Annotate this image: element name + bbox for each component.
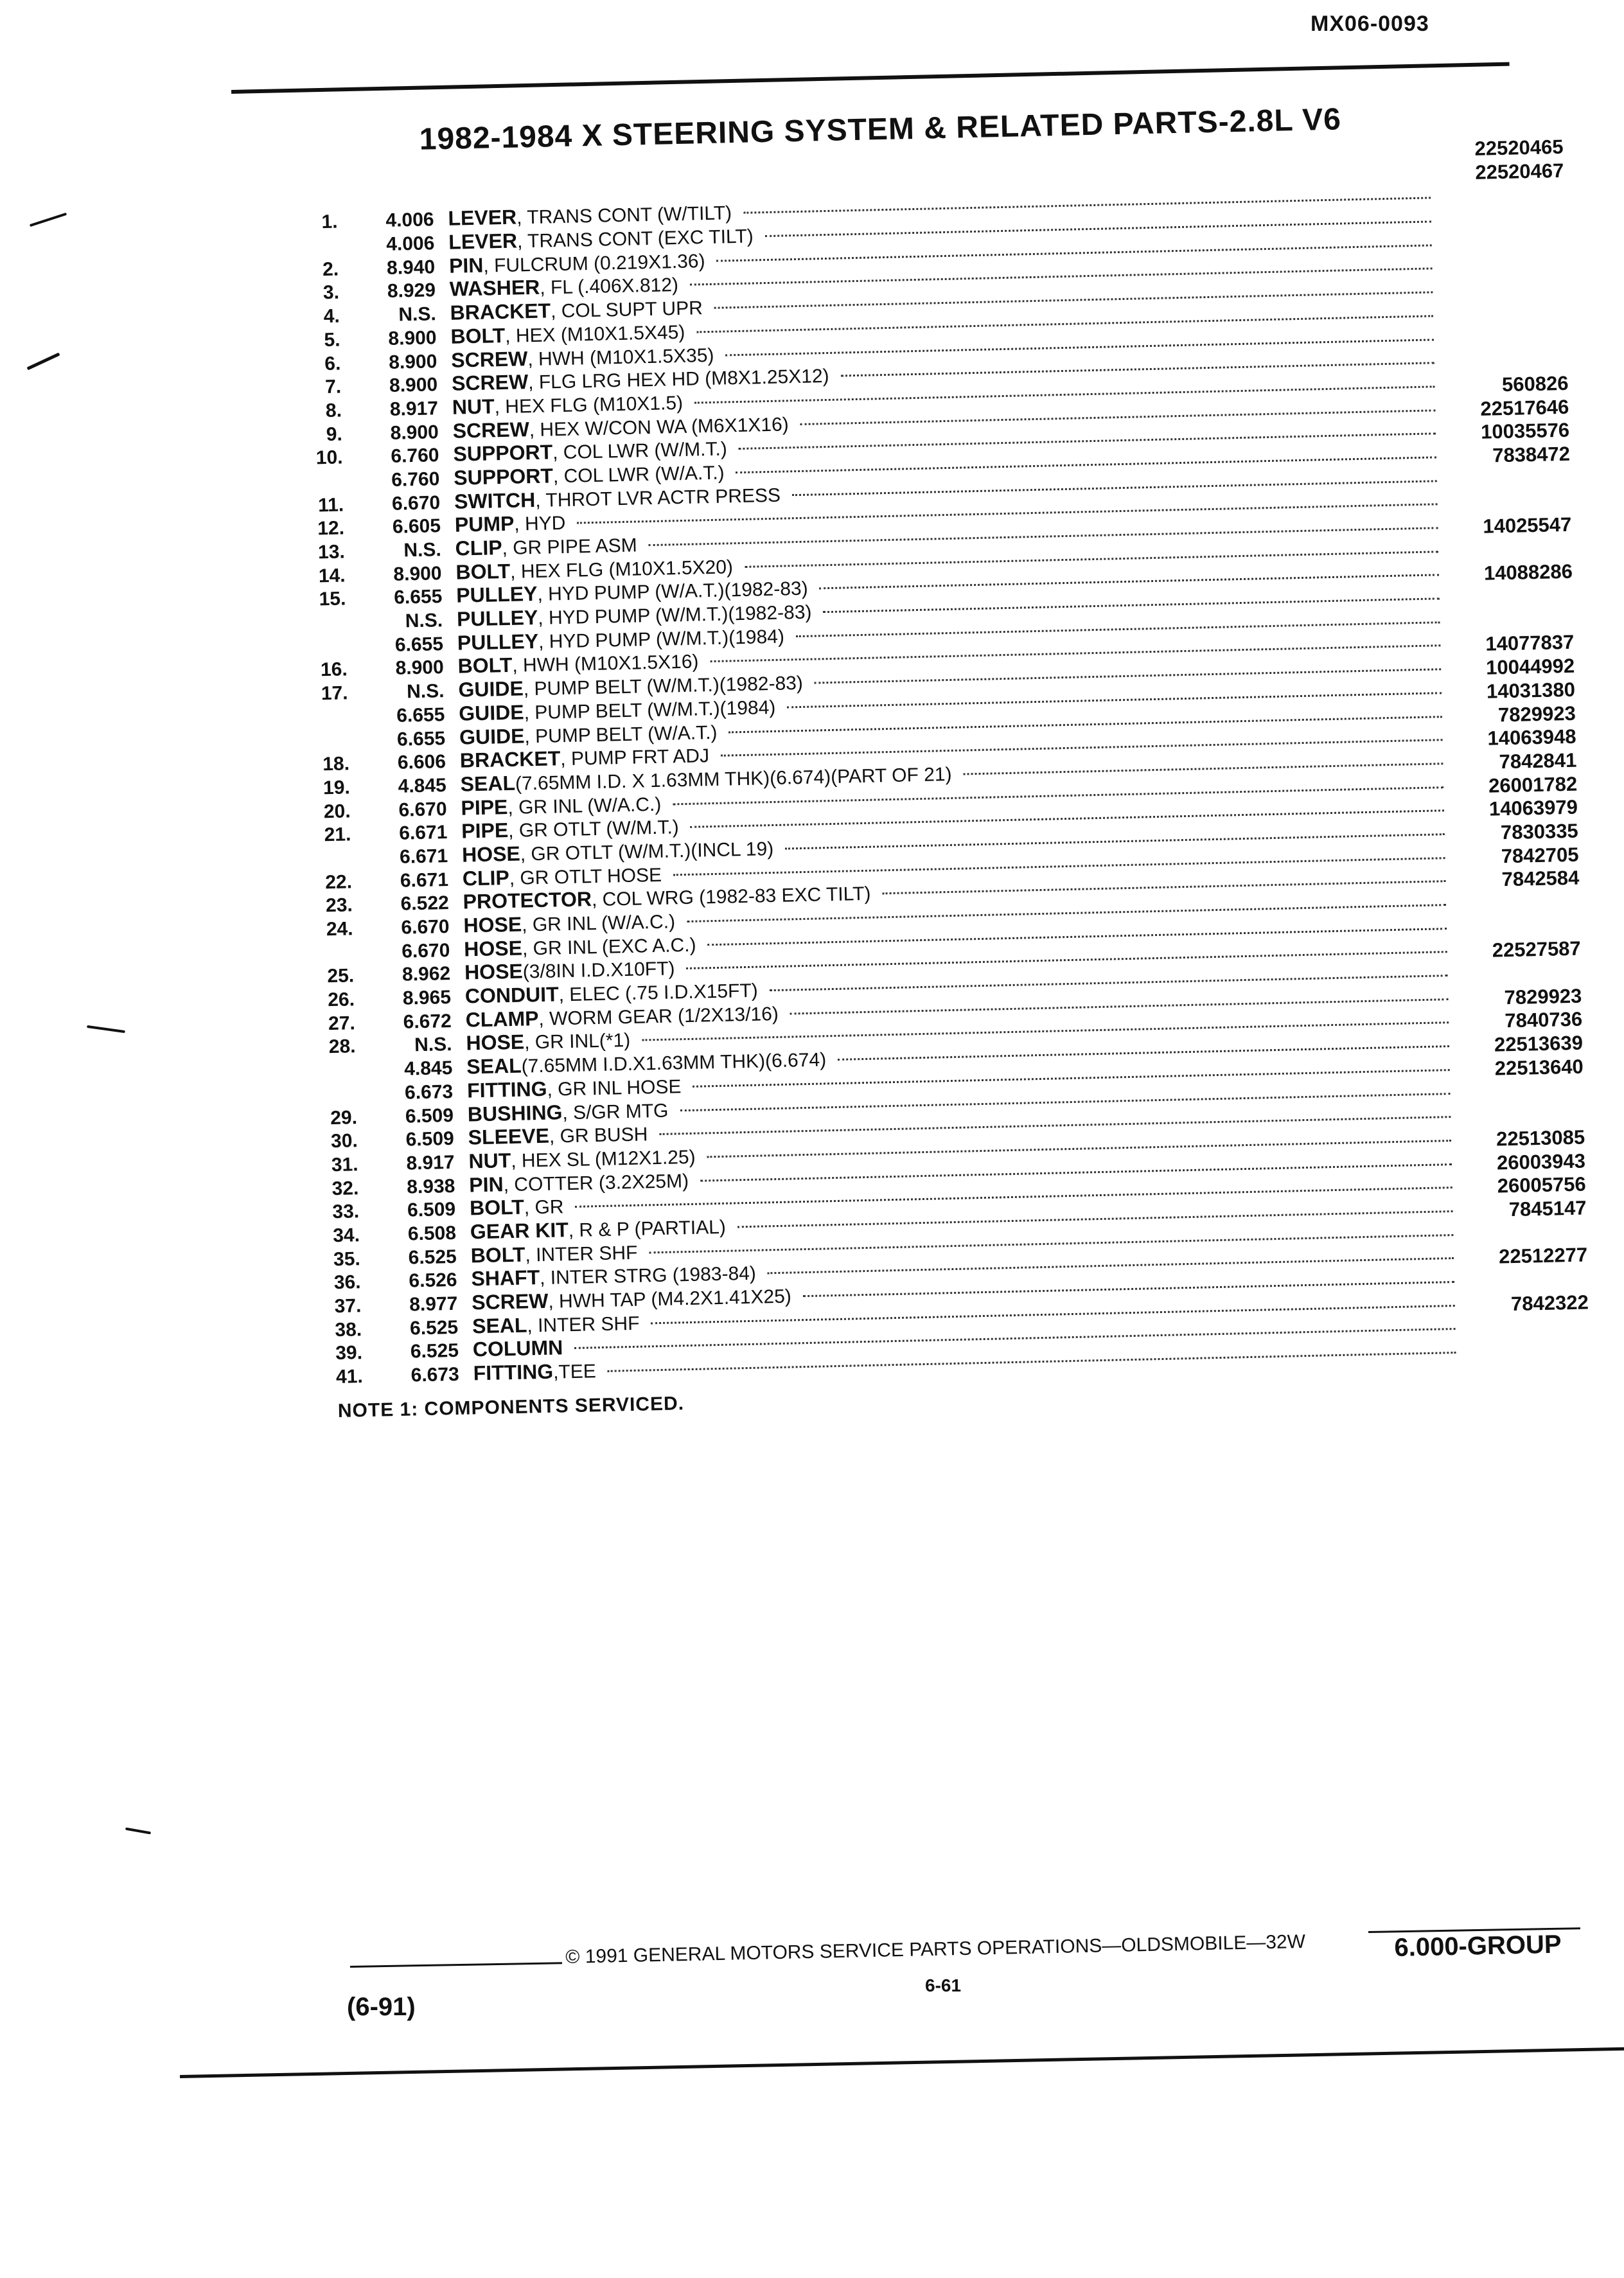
group-code: 4.845 — [403, 1057, 453, 1080]
ref-number: 2. — [322, 258, 339, 280]
part-name: SLEEVE — [468, 1124, 550, 1149]
part-name: BRACKET — [459, 746, 561, 772]
ref-number: 12. — [317, 517, 345, 540]
leader-dots — [823, 597, 1439, 613]
ref-number: 16. — [320, 658, 348, 681]
group-code: 6.508 — [407, 1222, 457, 1245]
ref-number: 6. — [324, 353, 341, 375]
ref-number — [304, 723, 349, 724]
part-number — [1445, 296, 1567, 298]
part-number: 14063948 — [1487, 725, 1576, 750]
part-description: , FL (.406X.812) — [539, 274, 679, 299]
part-description: , PUMP BELT (W/A.T.) — [524, 721, 718, 747]
part-number: 22520467 — [1474, 159, 1564, 184]
part-description: , GR INL (W/A.C.) — [508, 793, 662, 818]
group-code: 8.938 — [406, 1175, 455, 1198]
group-label: 6.000-GROUP — [1394, 1930, 1562, 1962]
part-number: 7840736 — [1505, 1008, 1583, 1032]
part-number: 26003943 — [1496, 1149, 1586, 1174]
ref-number: 36. — [333, 1271, 361, 1294]
part-description: , ELEC (.75 I.D.X15FT) — [558, 980, 759, 1006]
ref-number: 24. — [326, 918, 353, 940]
part-number: 22513639 — [1494, 1031, 1584, 1056]
part-description: , INTER STRG (1983-84) — [539, 1263, 757, 1289]
ref-number: 4. — [323, 305, 340, 328]
part-name: PIPE — [461, 795, 508, 820]
part-name: HOSE — [463, 912, 522, 937]
part-description: , HYD PUMP (W/A.T.)(1982-83) — [537, 578, 808, 606]
part-number — [1443, 225, 1565, 227]
part-description: , PUMP BELT (W/M.T.)(1982-83) — [523, 673, 804, 700]
part-name: SEAL — [472, 1313, 527, 1338]
part-description: , HEX SL (M12X1.25) — [510, 1146, 696, 1172]
part-name: SCREW — [450, 346, 528, 372]
group-code: N.S. — [403, 539, 442, 561]
group-code: 6.509 — [405, 1128, 455, 1151]
part-number — [1450, 554, 1572, 557]
group-code: 6.672 — [403, 1010, 452, 1033]
ref-number: 25. — [327, 965, 355, 987]
page-title: 1982-1984 X STEERING SYSTEM & RELATED PARTS-2.8L V6 — [419, 102, 1342, 157]
part-name: CONDUIT — [464, 982, 560, 1008]
ref-number: 33. — [332, 1201, 360, 1223]
part-description: , HEX FLG (M10X1.5X20) — [509, 556, 734, 583]
part-number: 22520465 — [1474, 135, 1564, 160]
part-number: 7829923 — [1504, 984, 1582, 1009]
part-name: BOLT — [455, 559, 511, 584]
ref-number: 41. — [335, 1366, 364, 1388]
ref-number — [304, 746, 349, 748]
part-number — [1444, 272, 1566, 274]
part-description: , R & P (PARTIAL) — [568, 1216, 727, 1242]
part-number: 22527587 — [1492, 937, 1582, 962]
part-name: GEAR KIT — [470, 1218, 569, 1244]
part-name: FITTING — [466, 1077, 547, 1102]
part-name: SEAL — [466, 1054, 522, 1079]
part-number — [1445, 319, 1567, 322]
part-name: GUIDE — [459, 723, 525, 749]
part-name: SEAL — [460, 771, 516, 796]
ref-number — [294, 252, 339, 253]
part-number — [1460, 979, 1582, 982]
group-code: 6.670 — [401, 916, 450, 939]
group-code: 6.655 — [396, 727, 446, 750]
group-code: 6.670 — [401, 939, 450, 962]
part-description: , FULCRUM (0.219X1.36) — [483, 250, 705, 277]
part-number: 7842322 — [1510, 1291, 1589, 1315]
part-description: , WORM GEAR (1/2X13/16) — [538, 1003, 779, 1030]
part-name: HOSE — [461, 842, 521, 867]
part-description: , GR INL(*1) — [524, 1030, 631, 1054]
ref-number: 7. — [324, 376, 342, 398]
ref-number: 8. — [325, 400, 342, 421]
part-name: HOSE — [464, 959, 524, 984]
ref-number — [299, 487, 344, 488]
part-name: LEVER — [448, 205, 517, 231]
ref-number: 38. — [335, 1318, 362, 1341]
part-number: 7842584 — [1501, 866, 1580, 891]
group-code: 4.006 — [385, 209, 434, 232]
group-code: 8.900 — [393, 562, 442, 585]
part-number — [1449, 508, 1571, 510]
part-number: 14088286 — [1483, 560, 1573, 585]
part-description: , GR INL (W/A.C.) — [521, 911, 676, 936]
group-code: 6.671 — [399, 845, 448, 868]
ref-number: 28. — [328, 1036, 356, 1058]
part-number: 7838472 — [1492, 442, 1571, 467]
part-number — [1445, 342, 1567, 345]
part-description: (3/8IN I.D.X10FT) — [522, 958, 675, 983]
ref-number: 21. — [324, 824, 351, 846]
part-description: , HWH TAP (M4.2X1.41X25) — [548, 1285, 792, 1312]
group-code: 8.900 — [388, 350, 437, 373]
ref-number: 32. — [331, 1177, 359, 1199]
part-number: 14031380 — [1486, 678, 1576, 703]
part-description: , GR — [524, 1196, 564, 1219]
part-name: PULLEY — [456, 605, 538, 631]
part-description: , COL WRG (1982-83 EXC TILT) — [591, 883, 871, 911]
group-code: 6.760 — [391, 445, 439, 468]
ref-number: 37. — [334, 1295, 362, 1318]
part-number: 7829923 — [1497, 702, 1576, 726]
part-number — [1452, 625, 1574, 628]
part-name: NUT — [468, 1148, 511, 1173]
part-name: SCREW — [471, 1289, 549, 1314]
copyright-line: © 1991 GENERAL MOTORS SERVICE PARTS OPERATIONS—OLDSMOBILE—32W — [565, 1930, 1306, 1968]
part-description: , GR PIPE ASM — [502, 534, 637, 560]
ref-number: 15. — [319, 588, 346, 610]
ref-number: 13. — [317, 541, 346, 563]
part-number — [1446, 366, 1568, 369]
leader-dots — [820, 574, 1439, 590]
group-code: 6.760 — [391, 468, 440, 491]
part-description: , COL LWR (W/A.T.) — [552, 462, 725, 488]
part-description: , GR INL HOSE — [547, 1076, 682, 1100]
part-number — [1458, 932, 1580, 934]
part-name: BOLT — [450, 323, 506, 348]
part-name: LEVER — [448, 229, 518, 254]
part-number: 22513085 — [1496, 1126, 1585, 1151]
ref-number: 20. — [323, 800, 351, 822]
part-number: 22513640 — [1494, 1055, 1584, 1080]
part-number: 7845147 — [1508, 1196, 1587, 1221]
ref-number: 10. — [315, 446, 343, 469]
ref-number: 39. — [335, 1342, 363, 1364]
part-number — [1467, 1332, 1589, 1335]
part-description: ,TEE — [552, 1361, 597, 1383]
part-name: SHAFT — [471, 1266, 540, 1291]
part-number: 22517646 — [1480, 395, 1569, 420]
part-description: , HYD PUMP (W/M.T.)(1982-83) — [537, 601, 812, 629]
part-name: CLIP — [462, 865, 510, 890]
group-code: 8.965 — [402, 987, 452, 1009]
leader-dots — [882, 880, 1445, 894]
part-number: 14063979 — [1488, 795, 1578, 820]
part-number — [1451, 602, 1573, 605]
ref-number: 22. — [324, 870, 353, 893]
group-code: 6.522 — [400, 892, 450, 915]
part-description: , THROT LVR ACTR PRESS — [534, 484, 781, 511]
part-description: , GR BUSH — [549, 1124, 648, 1147]
ref-number — [312, 1100, 357, 1101]
group-code: 6.525 — [409, 1316, 459, 1339]
part-name: FITTING — [473, 1359, 554, 1385]
ref-number: 3. — [322, 281, 340, 304]
part-name: SUPPORT — [453, 440, 553, 466]
part-description: , INTER SHF — [527, 1312, 640, 1337]
part-description: , HWH (M10X1.5X35) — [527, 344, 714, 370]
part-name: SUPPORT — [453, 464, 554, 490]
part-name: BOLT — [470, 1242, 525, 1267]
ref-number: 14. — [318, 565, 346, 587]
group-code: 4.845 — [398, 774, 447, 797]
ref-number — [301, 628, 346, 630]
part-number — [1463, 1120, 1585, 1123]
part-description: , GR OTLT (W/M.T.)(INCL 19) — [520, 838, 774, 865]
parts-list — [292, 136, 1590, 1388]
part-name: NUT — [452, 394, 495, 419]
part-number: 10044992 — [1485, 654, 1575, 679]
part-name: GUIDE — [458, 700, 525, 725]
part-number — [1442, 201, 1564, 204]
group-code: 8.917 — [389, 398, 439, 420]
part-description: , HWH (M10X1.5X16) — [512, 651, 699, 677]
part-number: 7842841 — [1499, 748, 1577, 773]
part-name: PIN — [448, 253, 484, 278]
ref-number — [292, 181, 337, 182]
group-code: 6.606 — [397, 751, 446, 773]
part-name: BUSHING — [467, 1100, 563, 1126]
part-name: CLIP — [455, 536, 502, 560]
ref-number: 30. — [330, 1130, 358, 1152]
group-code: 8.940 — [386, 256, 436, 279]
part-description: , FLG LRG HEX HD (M8X1.25X12) — [527, 366, 829, 394]
part-name: BRACKET — [450, 299, 551, 324]
group-code: 8.900 — [390, 421, 439, 444]
part-description: , INTER SHF — [525, 1242, 638, 1266]
footnote: NOTE 1: COMPONENTS SERVICED. — [337, 1393, 685, 1422]
part-name: PULLEY — [457, 629, 539, 655]
ref-number: 35. — [333, 1248, 361, 1270]
group-code: N.S. — [414, 1034, 452, 1056]
ref-number: 23. — [325, 894, 353, 917]
part-number — [1462, 1097, 1584, 1099]
part-description: , TRANS CONT (W/TILT) — [516, 202, 732, 229]
ref-number: 5. — [324, 329, 340, 351]
group-code — [337, 178, 433, 180]
part-name: BOLT — [469, 1195, 525, 1220]
group-code: N.S. — [406, 680, 445, 703]
ref-number: 18. — [322, 753, 350, 775]
ref-number — [312, 1076, 357, 1077]
group-code: 6.671 — [400, 869, 449, 892]
group-code: 6.673 — [404, 1081, 454, 1104]
group-code: 8.977 — [409, 1293, 458, 1316]
part-description: , PUMP FRT ADJ — [560, 745, 710, 770]
leader-dots — [963, 763, 1443, 775]
group-code: 6.525 — [410, 1340, 459, 1363]
part-description: , PUMP BELT (W/M.T.)(1984) — [524, 696, 776, 724]
part-name: HOSE — [466, 1030, 525, 1055]
group-code: 8.900 — [389, 374, 438, 397]
part-description: (7.65MM I.D. X 1.63MM THK)(6.674)(PART OF 21) — [515, 763, 952, 795]
group-code: 6.509 — [405, 1104, 454, 1127]
part-number: 14077837 — [1485, 631, 1575, 656]
part-number — [1458, 908, 1580, 911]
ref-number: 29. — [330, 1106, 358, 1129]
part-description: , HYD — [513, 513, 566, 535]
part-name: HOSE — [463, 936, 523, 961]
group-code: 6.670 — [391, 491, 441, 515]
part-description: , COL LWR (W/M.T.) — [552, 438, 728, 464]
part-number: 10035576 — [1480, 419, 1570, 444]
part-number — [1449, 484, 1571, 486]
part-description: , HEX FLG (M10X1.5) — [494, 392, 684, 418]
part-name: PIPE — [461, 818, 509, 843]
part-number — [1443, 249, 1566, 251]
group-code: 6.605 — [392, 515, 441, 538]
group-code: 8.929 — [387, 279, 436, 303]
part-description: , HYD PUMP (W/M.T.)(1984) — [538, 626, 785, 653]
ref-number: 31. — [331, 1154, 358, 1176]
part-description: , GR INL (EXC A.C.) — [522, 934, 696, 960]
ref-number — [309, 958, 354, 960]
group-code: 6.655 — [393, 586, 443, 609]
part-name: PULLEY — [455, 582, 538, 608]
part-description: , GR OTLT HOSE — [509, 864, 662, 889]
part-description: , HEX (M10X1.5X45) — [504, 321, 685, 347]
part-name: COLUMN — [472, 1336, 563, 1361]
part-description: , HEX W/CON WA (M6X1X16) — [529, 413, 790, 441]
part-number — [1466, 1285, 1588, 1287]
group-code: 8.900 — [395, 657, 445, 680]
group-code: 6.509 — [407, 1199, 456, 1221]
group-code: N.S. — [398, 303, 437, 326]
group-code: N.S. — [405, 610, 443, 632]
part-name: WASHER — [449, 276, 540, 301]
part-description: , COL SUPT UPR — [550, 297, 703, 322]
part-description: , GR OTLT (W/M.T.) — [508, 817, 680, 842]
ref-number: 1. — [321, 211, 338, 233]
leader-dots — [800, 409, 1436, 425]
leader-dots — [838, 1045, 1449, 1061]
ref-number: 19. — [322, 777, 351, 799]
part-name: GUIDE — [458, 676, 524, 702]
group-code: 6.671 — [398, 822, 448, 844]
part-description: , TRANS CONT (EXC TILT) — [516, 225, 754, 252]
ref-number — [302, 652, 347, 653]
ref-number: 17. — [321, 682, 348, 705]
part-name: BOLT — [457, 653, 513, 678]
document-id: MX06-0093 — [1311, 12, 1429, 36]
group-code: 4.006 — [385, 233, 435, 255]
group-code: 6.525 — [408, 1246, 457, 1269]
part-name: SCREW — [452, 417, 530, 443]
ref-number: 26. — [327, 989, 355, 1011]
leader-dots — [815, 668, 1441, 684]
part-name: PUMP — [454, 511, 515, 536]
part-description: (7.65MM I.D.X1.63MM THK)(6.674) — [521, 1049, 827, 1077]
group-code — [337, 202, 434, 204]
group-code: 6.655 — [396, 703, 445, 727]
part-number: 7830335 — [1500, 819, 1579, 844]
ref-number — [306, 864, 351, 865]
part-number — [1465, 1238, 1587, 1241]
part-name: PIN — [468, 1172, 504, 1197]
ref-number: 27. — [328, 1012, 356, 1034]
ref-number: 34. — [332, 1224, 360, 1247]
part-description: , S/GR MTG — [562, 1100, 669, 1124]
part-name: CLAMP — [465, 1006, 539, 1032]
part-number: 22512277 — [1498, 1243, 1588, 1268]
part-number: 26005756 — [1497, 1172, 1587, 1197]
part-number: 560826 — [1501, 371, 1569, 396]
group-code: 8.900 — [388, 327, 437, 349]
group-code: 6.670 — [398, 798, 447, 821]
group-code: 8.962 — [402, 963, 451, 986]
ref-number — [292, 204, 337, 205]
part-description: , COTTER (3.2X25M) — [503, 1170, 689, 1196]
group-code: 6.673 — [410, 1363, 460, 1386]
leader-dots — [841, 362, 1434, 377]
ref-number: 9. — [326, 423, 343, 445]
group-code: 6.526 — [409, 1269, 457, 1292]
part-number — [1468, 1356, 1590, 1359]
page-number: 6-61 — [925, 1975, 962, 1995]
part-number: 7842705 — [1501, 843, 1579, 867]
part-name: SCREW — [451, 370, 529, 395]
ref-number: 11. — [317, 494, 344, 516]
part-number: 26001782 — [1488, 772, 1578, 797]
part-name: PROTECTOR — [463, 887, 592, 914]
part-name: SWITCH — [454, 488, 536, 513]
revision-date: (6-91) — [347, 1993, 416, 2021]
group-code: 8.917 — [406, 1151, 455, 1174]
part-number: 14025547 — [1483, 513, 1572, 538]
group-code: 6.655 — [394, 633, 444, 656]
